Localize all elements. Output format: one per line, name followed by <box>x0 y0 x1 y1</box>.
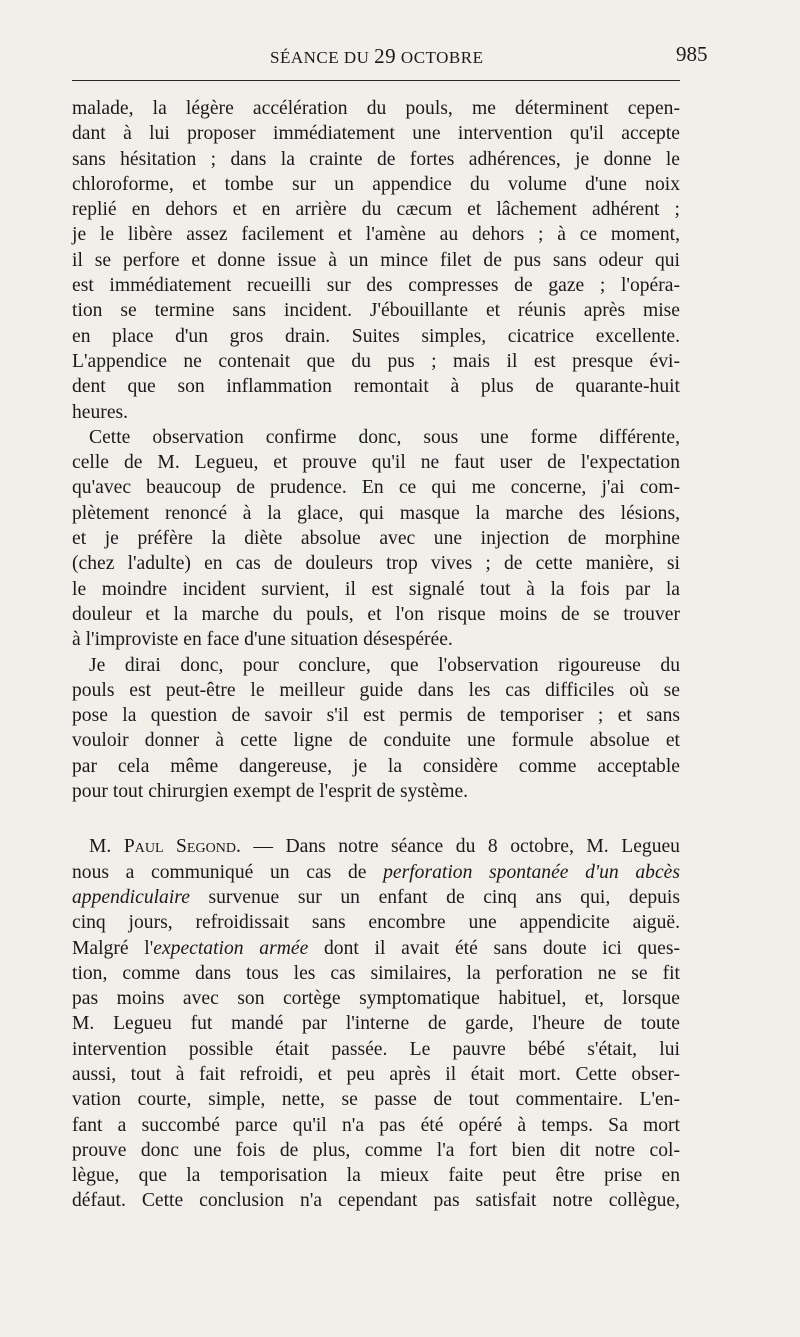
text-line: vation courte, simple, nette, se passe de tout commentaire. L'en- <box>72 1089 680 1111</box>
text-line: tion, comme dans tous les cas similaires, la perforation ne se fit <box>72 962 680 984</box>
text-line: tion se termine sans incident. J'ébouillante et réunis après mise <box>72 300 680 322</box>
paragraph-2 <box>72 425 680 653</box>
text-fragment: . — Dans notre séance du 8 octobre, M. Legueu <box>235 836 680 858</box>
speaker-prefix: M. <box>89 836 124 858</box>
text-line: pouls est peut-être le meilleur guide dans les cas difficiles où se <box>72 679 680 701</box>
text-line: Cette observation confirme donc, sous une forme différente, <box>89 426 680 448</box>
text-line: replié en dehors et en arrière du cæcum et lâchement adhérent ; <box>72 199 680 221</box>
italic-fragment: appendiculaire <box>72 886 190 908</box>
text-line: et je préfère la diète absolue avec une injection de morphine <box>72 528 680 550</box>
text-line: intervention possible était passée. Le pauvre bébé s'était, lui <box>72 1038 680 1060</box>
title-prefix: SÉANCE DU <box>270 48 375 67</box>
text-line: chloroforme, et tombe sur un appendice du volume d'une noix <box>72 173 680 195</box>
text-line: vouloir donner à cette ligne de conduite une formule absolue et <box>72 730 680 752</box>
text-line: lègue, que la temporisation la mieux faite peut être prise en <box>72 1165 680 1187</box>
text-line: pour tout chirurgien exempt de l'esprit de système. <box>72 781 469 803</box>
text-line: plètement renoncé à la glace, qui masque la marche des lésions, <box>72 502 680 524</box>
text-line <box>72 936 680 961</box>
paragraph-4 <box>72 834 680 1213</box>
text-line: malade, la légère accélération du pouls, me déterminent cepen- <box>72 98 680 119</box>
text-line: dent que son inflammation remontait à plus de quarante-huit <box>72 376 680 398</box>
text-line <box>72 885 680 910</box>
text-fragment: nous a communiqué un cas de <box>72 861 384 883</box>
text-line: il se perfore et donne issue à un mince filet de pus sans odeur qui <box>72 249 680 271</box>
italic-fragment: expectation armée <box>153 937 309 959</box>
page-number: 985 <box>676 42 708 66</box>
text-line: le moindre incident survient, il est signalé tout à la fois par la <box>72 578 680 600</box>
text-line: fant a succombé parce qu'il n'a pas été opéré à temps. Sa mort <box>72 1114 680 1136</box>
text-line: en place d'un gros drain. Suites simples, cicatrice excellente. <box>72 325 680 347</box>
text-line: celle de M. Legueu, et prouve qu'il ne faut user de l'expectation <box>72 452 680 474</box>
text-line: prouve donc une fois de plus, comme l'a fort bien dit notre col- <box>72 1139 680 1161</box>
text-line: qu'avec beaucoup de prudence. En ce qui me concerne, j'ai com- <box>72 477 680 499</box>
text-line: je le libère assez facilement et l'amène au dehors ; à ce moment, <box>72 224 680 246</box>
text-line: (chez l'adulte) en cas de douleurs trop vives ; de cette manière, si <box>72 553 680 575</box>
text-line: cinq jours, refroidissait sans encombre une appendicite aiguë. <box>72 912 680 934</box>
text-line: par cela même dangereuse, je la considère comme acceptable <box>72 755 680 777</box>
text-fragment: survenue sur un enfant de cinq ans qui, depuis <box>189 886 680 908</box>
body-text <box>72 96 680 1214</box>
running-title <box>270 44 483 69</box>
title-day: 29 <box>374 44 397 68</box>
text-line: à l'improviste en face d'une situation désespérée. <box>72 629 453 651</box>
speaker-name: Paul Segond <box>123 836 236 858</box>
text-line: pas moins avec son cortège symptomatique habituel, et, lorsque <box>72 988 680 1010</box>
text-line: Je dirai donc, pour conclure, que l'observation rigoureuse du <box>89 654 680 676</box>
text-line: douleur et la marche du pouls, et l'on risque moins de se trouver <box>72 603 680 625</box>
text-line: est immédiatement recueilli sur des compresses de gaze ; l'opéra- <box>72 275 680 297</box>
text-line: heures. <box>72 401 129 423</box>
running-header <box>0 40 800 70</box>
text-line <box>72 834 680 859</box>
text-line <box>72 860 680 885</box>
text-line: pose la question de savoir s'il est permis de temporiser ; et sans <box>72 705 680 727</box>
text-fragment: dont il avait été sans doute ici ques- <box>308 937 680 959</box>
header-rule <box>72 80 680 81</box>
text-line: aussi, tout à fait refroidi, et peu après il était mort. Cette obser- <box>72 1063 680 1085</box>
text-line: sans hésitation ; dans la crainte de fortes adhérences, je donne le <box>72 148 680 170</box>
title-suffix: OCTOBRE <box>396 48 484 67</box>
text-line: L'appendice ne contenait que du pus ; mais il est presque évi- <box>72 350 680 372</box>
text-line: M. Legueu fut mandé par l'interne de garde, l'heure de toute <box>72 1013 680 1035</box>
paragraph-gap <box>72 804 680 834</box>
text-line: dant à lui proposer immédiatement une intervention qu'il accepte <box>72 123 680 145</box>
text-line: défaut. Cette conclusion n'a cependant pas satisfait notre collègue, <box>72 1190 680 1212</box>
paragraph-3 <box>72 653 680 805</box>
italic-fragment: perforation spontanée d'un abcès <box>383 861 680 883</box>
text-fragment: Malgré l' <box>72 937 154 959</box>
paragraph-1 <box>72 96 680 425</box>
